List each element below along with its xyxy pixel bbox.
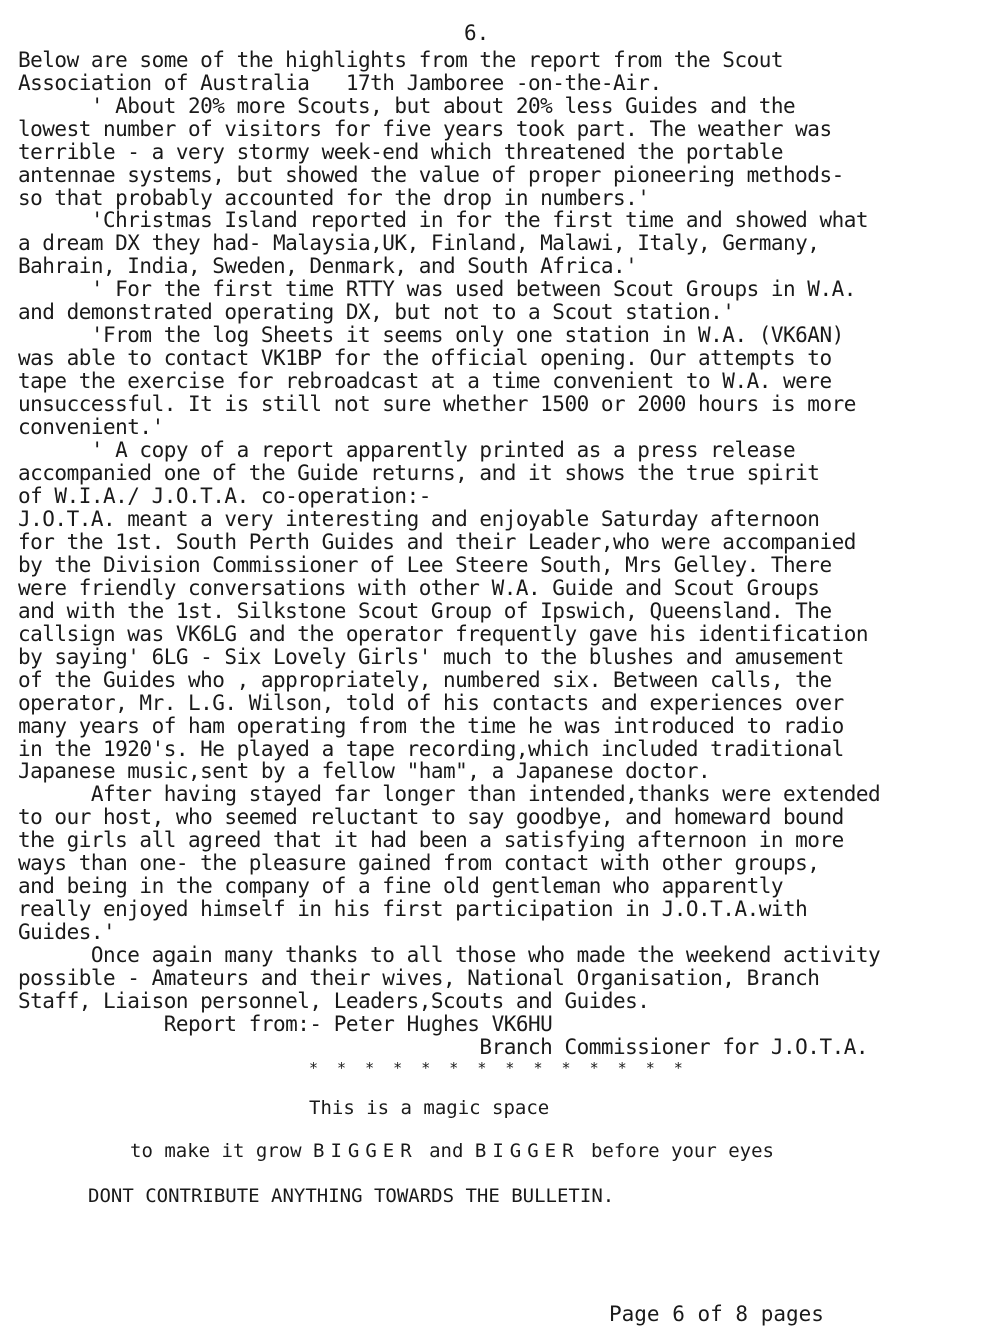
body-line: Japanese music,sent by a fellow "ham", a Japanese doctor.	[18, 759, 711, 783]
body-line: Staff, Liaison personnel, Leaders,Scouts and Guides.	[18, 989, 650, 1013]
body-line: by the Division Commissioner of Lee Steere South, Mrs Gelley. There	[18, 553, 832, 577]
body-line: ' About 20% more Scouts, but about 20% less Guides and the	[18, 94, 796, 118]
body-line: in the 1920's. He played a tape recording,which included traditional	[18, 737, 844, 761]
body-line: J.O.T.A. meant a very interesting and enjoyable Saturday afternoon	[18, 507, 820, 531]
body-line: convenient.'	[18, 415, 164, 439]
grow-and: and	[417, 1140, 475, 1162]
body-line: a dream DX they had- Malaysia,UK, Finland, Malawi, Italy, Germany,	[18, 231, 820, 255]
body-line: unsuccessful. It is still not sure whether 1500 or 2000 hours is more	[18, 392, 856, 416]
magic-space-line: This is a magic space	[309, 1097, 550, 1119]
body-line: tape the exercise for rebroadcast at a time convenient to W.A. were	[18, 369, 832, 393]
body-line: 'From the log Sheets it seems only one station in W.A. (VK6AN)	[18, 323, 844, 347]
body-line: for the 1st. South Perth Guides and their Leader,who were accompanied	[18, 530, 856, 554]
body-line: of the Guides who , appropriately, numbered six. Between calls, the	[18, 668, 832, 692]
body-line: so that probably accounted for the drop in numbers.'	[18, 186, 650, 210]
body-line: Below are some of the highlights from the report from the Scout	[18, 48, 784, 72]
bigger-word-1: BIGGER	[313, 1140, 418, 1162]
body-line: and with the 1st. Silkstone Scout Group of Ipswich, Queensland. The	[18, 599, 832, 623]
body-line: Association of Australia 17th Jamboree -on-the-Air.	[18, 71, 662, 95]
grow-prefix: to make it grow	[130, 1140, 314, 1162]
body-line: Once again many thanks to all those who made the weekend activity	[18, 943, 881, 967]
body-line: was able to contact VK1BP for the official opening. Our attempts to	[18, 346, 832, 370]
body-line: the girls all agreed that it had been a satisfying afternoon in more	[18, 828, 844, 852]
body-line: ' A copy of a report apparently printed as a press release	[18, 438, 796, 462]
page-count-footer: Page 6 of 8 pages	[609, 1302, 824, 1326]
body-line: callsign was VK6LG and the operator frequently gave his identification	[18, 622, 869, 646]
branch-commissioner-line: Branch Commissioner for J.O.T.A.	[18, 1035, 869, 1059]
body-line: After having stayed far longer than intended,thanks were extended	[18, 782, 881, 806]
body-line: Bahrain, India, Sweden, Denmark, and South Africa.'	[18, 254, 638, 278]
report-signature: Report from:- Peter Hughes VK6HU	[18, 1012, 553, 1036]
body-line: Guides.'	[18, 920, 116, 944]
body-line: accompanied one of the Guide returns, and it shows the true spirit	[18, 461, 820, 485]
dont-contribute-line: DONT CONTRIBUTE ANYTHING TOWARDS THE BULLETIN.	[88, 1185, 615, 1207]
page-number-top: 6.	[464, 21, 490, 45]
body-line: were friendly conversations with other W.A. Guide and Scout Groups	[18, 576, 820, 600]
body-line: ' For the first time RTTY was used between Scout Groups in W.A.	[18, 277, 856, 301]
body-line: operator, Mr. L.G. Wilson, told of his contacts and experiences over	[18, 691, 844, 715]
body-line: and demonstrated operating DX, but not to a Scout station.'	[18, 300, 735, 324]
body-line: by saying' 6LG - Six Lovely Girls' much to the blushes and amusement	[18, 645, 844, 669]
body-line: many years of ham operating from the time he was introduced to radio	[18, 714, 844, 738]
body-line: lowest number of visitors for five years took part. The weather was	[18, 117, 832, 141]
body-line: possible - Amateurs and their wives, National Organisation, Branch	[18, 966, 820, 990]
body-line: of W.I.A./ J.O.T.A. co-operation:-	[18, 484, 431, 508]
body-line: ways than one- the pleasure gained from contact with other groups,	[18, 851, 820, 875]
body-line: really enjoyed himself in his first participation in J.O.T.A.with	[18, 897, 808, 921]
body-line: 'Christmas Island reported in for the first time and showed what	[18, 208, 869, 232]
grow-bigger-line	[130, 1140, 774, 1162]
body-line: and being in the company of a fine old gentleman who apparently	[18, 874, 784, 898]
body-line: antennae systems, but showed the value of proper pioneering methods-	[18, 163, 844, 187]
star-divider: * * * * * * * * * * * * * *	[309, 1059, 688, 1077]
bigger-word-2: BIGGER	[474, 1140, 580, 1162]
body-line: terrible - a very stormy week-end which threatened the portable	[18, 140, 784, 164]
grow-suffix: before your eyes	[579, 1140, 774, 1162]
body-line: to our host, who seemed reluctant to say goodbye, and homeward bound	[18, 805, 844, 829]
